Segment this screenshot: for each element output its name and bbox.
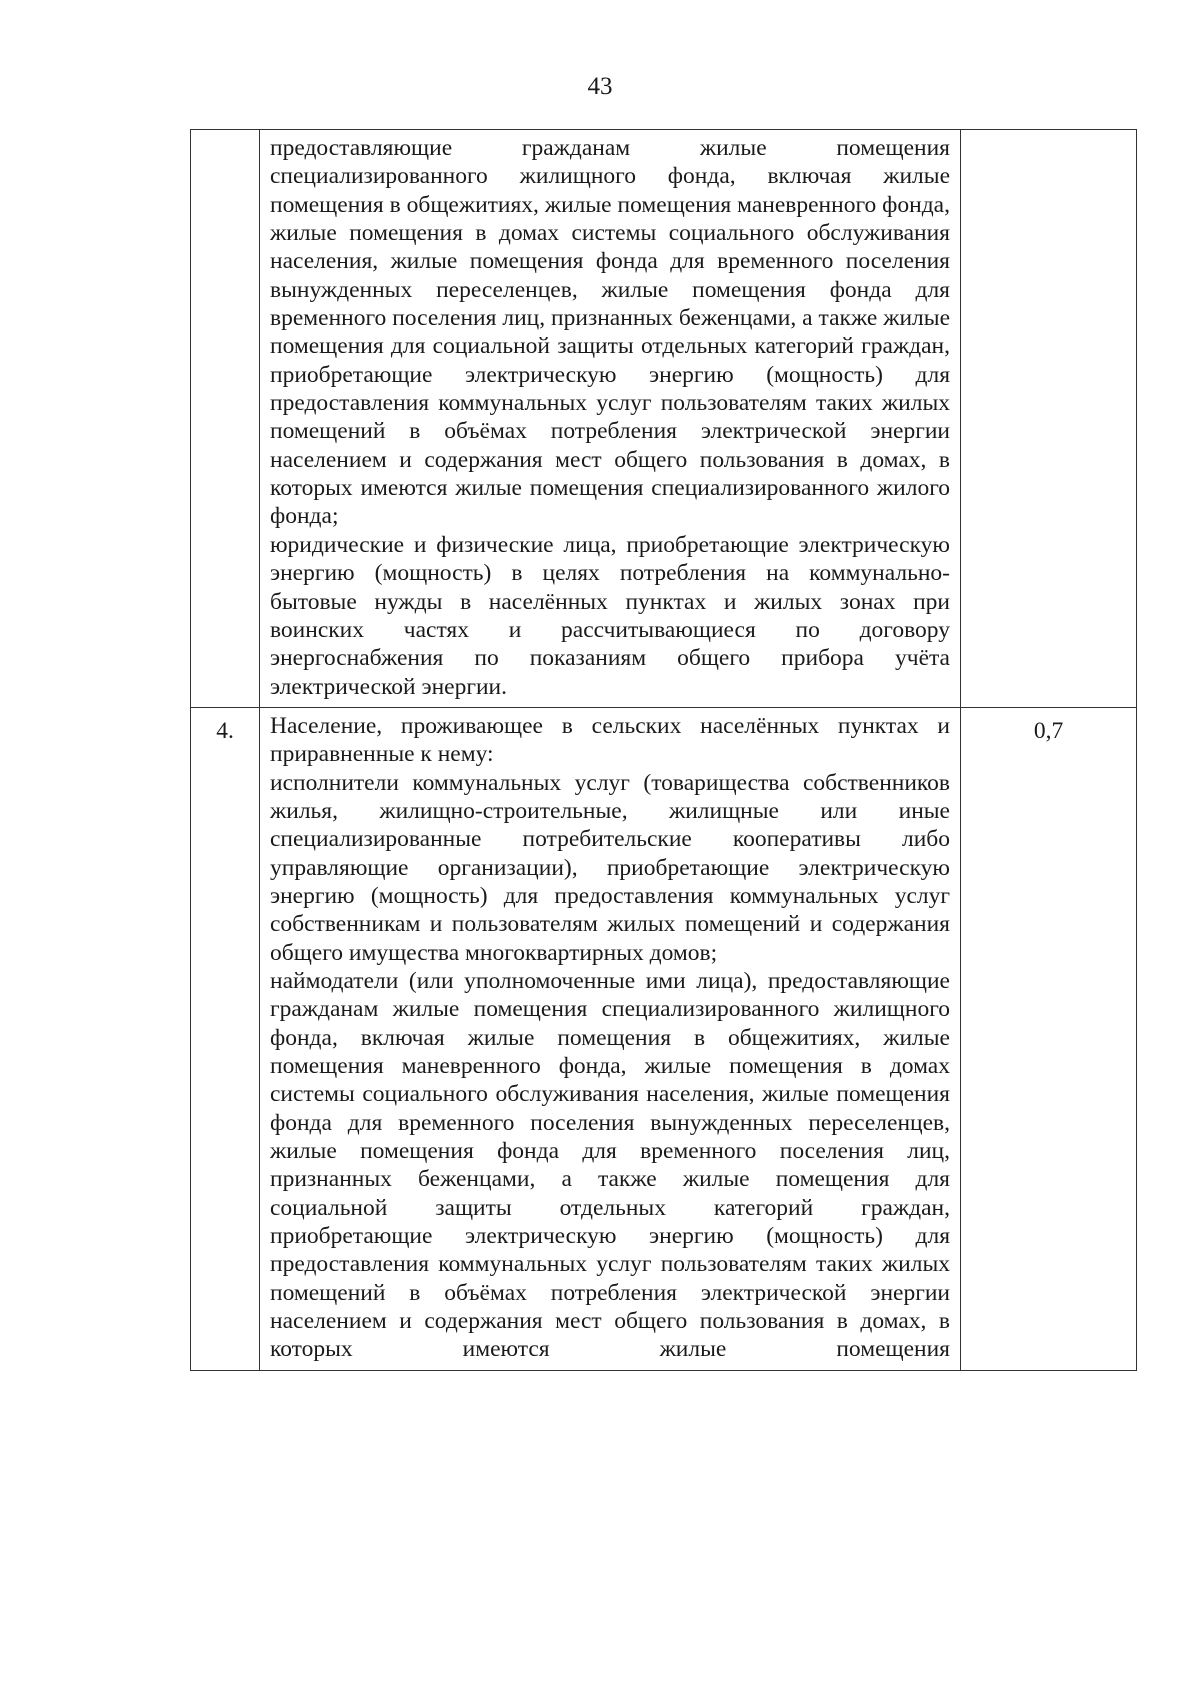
row-value-cell: 0,7 (961, 707, 1137, 1370)
page-number: 43 (587, 73, 613, 100)
row-description-cell (260, 130, 961, 708)
description-paragraph: юридические и физические лица, приобретающие электрическую энергию (мощность) в целях потребления на коммунально-бытовые нужды в населённых пунктах и жилых зонах при воинских частях и рассчитывающиеся по договору энергоснабжения по показаниям общего прибора учёта электрической энергии. (270, 531, 950, 700)
description-paragraph: исполнители коммунальных услуг (товарищества собственников жилья, жилищно-строительные, жилищные или иные специализированные потребительские кооперативы либо управляющие организации), приобретающие электрическую энергию (мощность) для предоставления коммунальных услуг собственникам и пользователям жилых помещений и содержания общего имущества многоквартирных домов; (270, 769, 950, 966)
table-row (191, 707, 1137, 1370)
table-row (191, 130, 1137, 708)
row-description-cell (260, 707, 961, 1370)
description-paragraph: предоставляющие гражданам жилые помещения специализированного жилищного фонда, включая жилые помещения в общежитиях, жилые помещения маневренного фонда, жилые помещения в домах системы социального обслуживания населения, жилые помещения фонда для временного поселения вынужденных переселенцев, жилые помещения фонда для временного поселения лиц, признанных беженцами, а также жилые помещения для социальной защиты отдельных категорий граждан, приобретающие электрическую энергию (мощность) для предоставления коммунальных услуг пользователям таких жилых помещений в объёмах потребления электрической энергии населением и содержания мест общего пользования в домах, в которых имеются жилые помещения специализированного жилого фонда; (270, 135, 950, 530)
tariff-table (190, 129, 1137, 1371)
row-number-cell: 4. (191, 707, 260, 1370)
description-paragraph: наймодатели (или уполномоченные ими лица), предоставляющие гражданам жилые помещения специализированного жилищного фонда, включая жилые помещения в общежитиях, жилые помещения маневренного фонда, жилые помещения в домах системы социального обслуживания населения, жилые помещения фонда для временного поселения вынужденных переселенцев, жилые помещения фонда для временного поселения лиц, признанных беженцами, а также жилые помещения для социальной защиты отдельных категорий граждан, приобретающие электрическую энергию (мощность) для предоставления коммунальных услуг пользователям таких жилых помещений в объёмах потребления электрической энергии населением и содержания мест общего пользования в домах, в которых имеются жилые помещения (270, 967, 950, 1363)
row-value-cell (961, 130, 1137, 708)
row-number-cell (191, 130, 260, 708)
description-paragraph: Население, проживающее в сельских населённых пунктах и приравненные к нему: (270, 712, 950, 768)
